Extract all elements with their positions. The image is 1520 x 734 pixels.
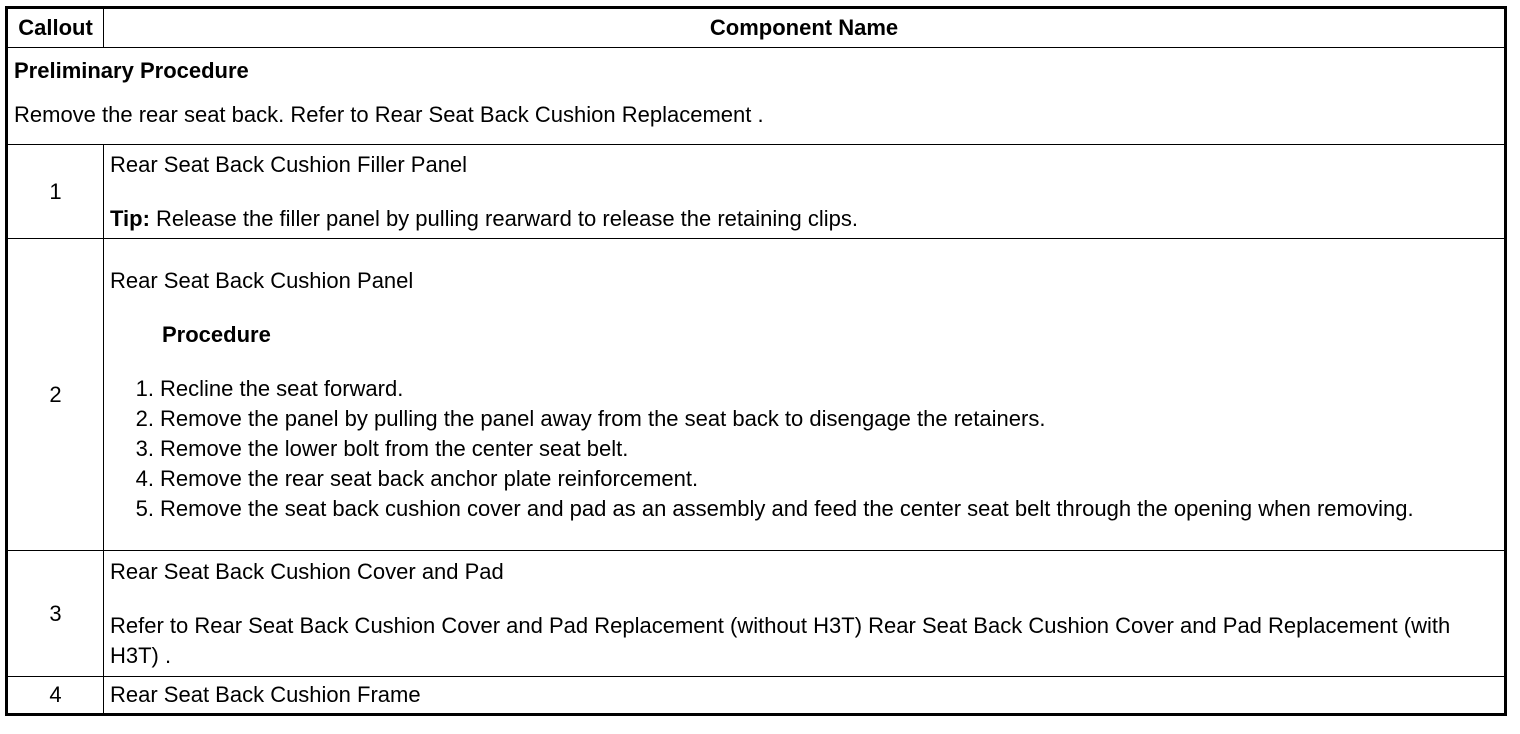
component-name: Rear Seat Back Cushion Frame [104,677,1506,715]
component-name: Rear Seat Back Cushion Cover and Pad [110,558,504,584]
table-row [7,145,1506,239]
callout-header: Callout [7,8,104,48]
callout-cell: 4 [7,677,104,715]
step-number: 2. [135,405,154,431]
step-text: Remove the panel by pulling the panel away from the seat back to disengage the retainers. [160,405,1046,431]
step-number: 5. [135,495,154,521]
component-table [5,6,1507,716]
preliminary-title: Preliminary Procedure [14,58,249,83]
procedure-step [135,404,1496,434]
step-text: Remove the lower bolt from the center seat belt. [160,435,629,461]
preliminary-text: Remove the rear seat back. Refer to Rear Seat Back Cushion Replacement . [14,102,764,127]
tip-line [110,204,1496,234]
component-name: Rear Seat Back Cushion Panel [110,267,414,293]
step-number: 3. [135,435,154,461]
component-name: Rear Seat Back Cushion Filler Panel [110,151,468,177]
component-cell [104,551,1506,677]
preliminary-row [7,48,1506,145]
step-number: 4. [135,465,154,491]
procedure-step [135,494,1496,524]
component-cell [104,145,1506,239]
table-row [7,551,1506,677]
step-text: Remove the seat back cushion cover and pad as an assembly and feed the center seat belt through the opening when removing. [160,495,1414,521]
table-row [7,677,1506,715]
callout-cell: 2 [7,239,104,551]
procedure-step [135,374,1496,404]
tip-label: Tip: [110,205,150,231]
callout-cell: 3 [7,551,104,677]
procedure-title: Procedure [162,321,271,347]
procedure-step [135,434,1496,464]
procedure-steps [110,374,1496,524]
callout-cell: 1 [7,145,104,239]
component-name-header: Component Name [104,8,1506,48]
preliminary-cell [7,48,1506,145]
table-header-row [7,8,1506,48]
step-text: Remove the rear seat back anchor plate reinforcement. [160,465,699,491]
tip-text: Release the filler panel by pulling rearward to release the retaining clips. [149,205,858,231]
step-text: Recline the seat forward. [160,375,404,401]
refer-text: Refer to Rear Seat Back Cushion Cover and Pad Replacement (without H3T) Rear Seat Back Cushion Cover and Pad Replacement (with H3T) . [110,612,1451,668]
component-cell [104,239,1506,551]
procedure-step [135,464,1496,494]
step-number: 1. [135,375,154,401]
table-row [7,239,1506,551]
